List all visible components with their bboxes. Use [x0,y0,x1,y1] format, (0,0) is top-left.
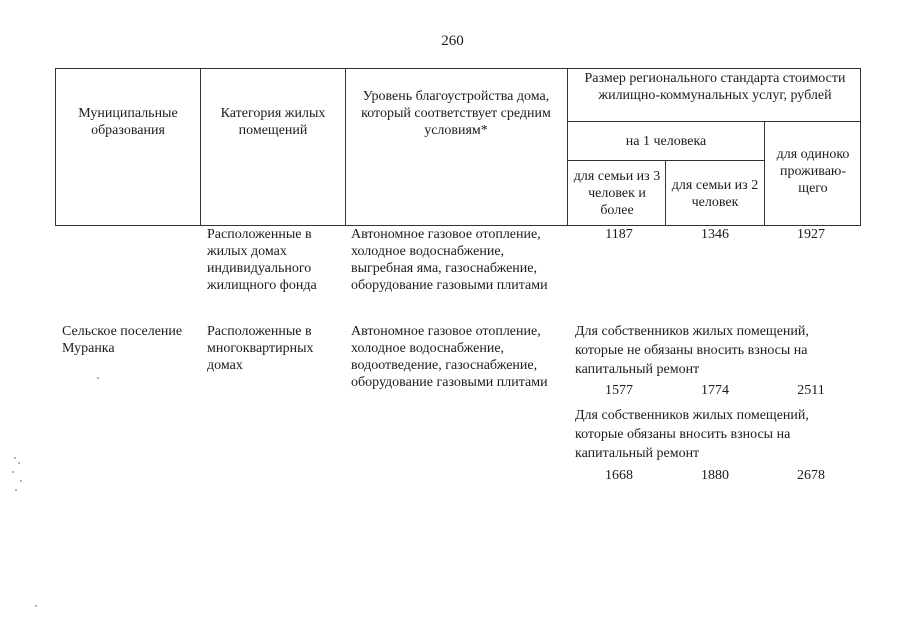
col-divider-2 [345,68,346,226]
scan-speck [18,462,20,464]
row2-group1-value-single: 2511 [797,383,825,398]
header-family3: для семьи из 3 человек и более [573,169,661,218]
col-divider-5 [764,121,765,226]
table-left-border [55,68,56,226]
row2-municipal: Сельское поселение Муранка [62,324,183,356]
scan-speck [35,605,37,607]
row1-value-family2: 1346 [701,227,729,242]
row2-group2-value-family2: 1880 [701,468,729,483]
row2-group2-value-single: 2678 [797,468,825,483]
standard-subheader-border [567,121,861,122]
row2-group1-value-family2: 1774 [701,383,729,398]
col-divider-3 [567,68,568,226]
scan-speck [20,480,22,482]
row2-group2-value-family3: 1668 [605,468,633,483]
row1-value-family3: 1187 [605,227,633,242]
row2-group2-note: Для собственников жилых помещений, которые обязаны вносить взносы на капитальный ремонт [575,408,809,461]
row2-level: Автономное газовое отопление, холодное водоснабжение, водоотведение, газоснабжение, оборудование газовыми плитами [351,324,548,390]
header-per-person: на 1 человека [625,134,707,149]
scan-speck [97,377,99,379]
scan-speck [12,471,14,473]
header-single: для одиноко проживаю-щего [776,147,850,196]
header-standard-size: Размер регионального стандарта стоимости жилищно-коммунальных услуг, рублей [584,71,846,103]
row1-category: Расположенные в жилых домах индивидуального жилищного фонда [207,227,317,293]
header-level: Уровень благоустройства дома, который соответствует средним условиям* [361,89,551,138]
table-right-border [860,68,861,226]
header-family2: для семьи из 2 человек [671,178,759,210]
row2-category: Расположенные в многоквартирных домах [207,324,314,373]
col-divider-1 [200,68,201,226]
row1-value-single: 1927 [797,227,825,242]
scan-speck [14,457,16,459]
col-divider-4 [665,160,666,226]
scan-speck [15,489,17,491]
row2-group1-note: Для собственников жилых помещений, которые не обязаны вносить взносы на капитальный ремонт [575,324,809,377]
page-number: 260 [441,33,464,49]
table-top-border [55,68,861,69]
row2-group1-value-family3: 1577 [605,383,633,398]
header-municipal: Муниципальные образования [78,106,178,138]
row1-level: Автономное газовое отопление, холодное водоснабжение, выгребная яма, газоснабжение, оборудование газовыми плитами [351,227,548,293]
header-category: Категория жилых помещений [220,106,326,138]
